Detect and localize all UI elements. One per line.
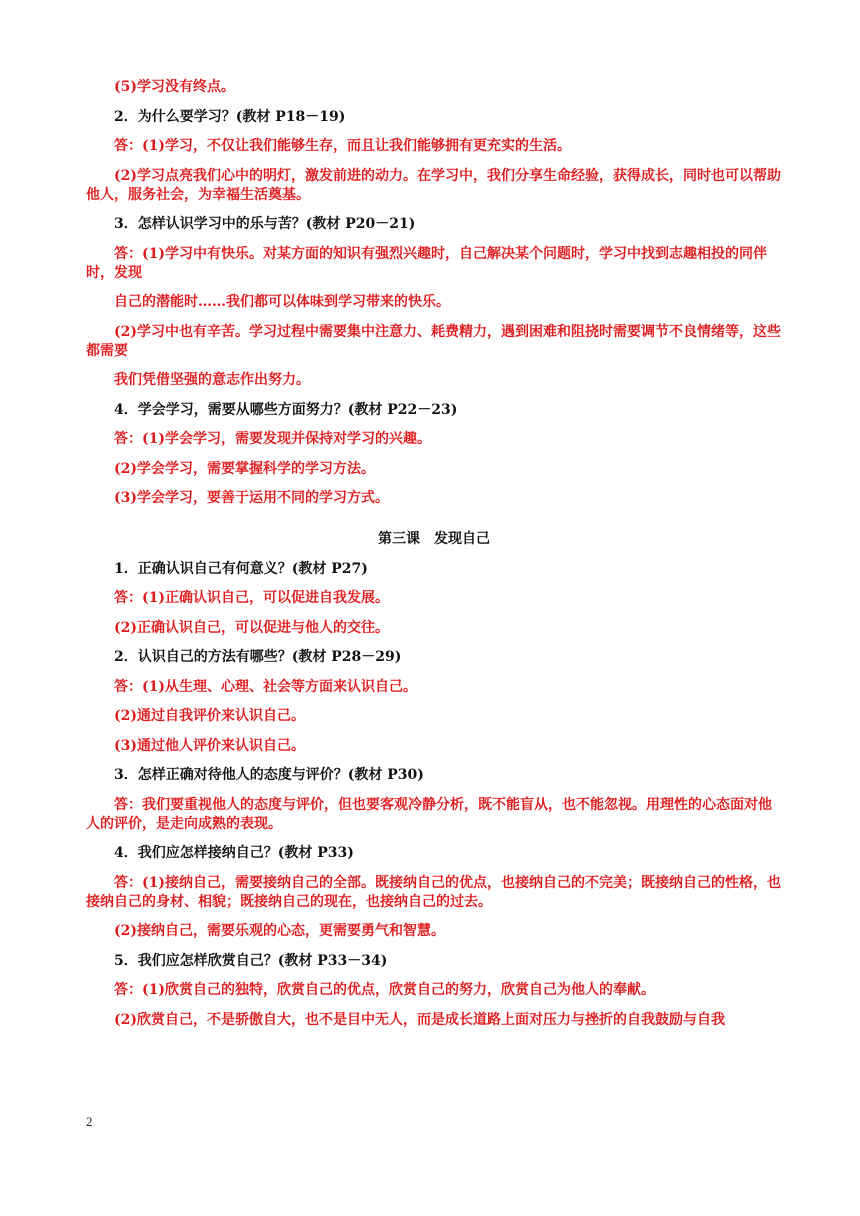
question-line: 3．怎样认识学习中的乐与苦？(教材 P20－21) xyxy=(114,216,416,232)
answer-line: 答：(1)从生理、心理、社会等方面来认识自己。 xyxy=(114,678,417,695)
answer-line: (2)学会学习，需要掌握科学的学习方法。 xyxy=(114,460,375,477)
document-body xyxy=(86,78,782,1040)
question-line: 2．为什么要学习？(教材 P18－19) xyxy=(114,108,346,125)
question-line: 3．怎样正确对待他人的态度与评价？(教材 P30) xyxy=(114,767,424,783)
question-line: 1．正确认识自己有何意义？(教材 P27) xyxy=(114,560,368,577)
question-line: 5．我们应怎样欣赏自己？(教材 P33－34) xyxy=(114,952,388,969)
answer-line: 答：(1)学习中有快乐。对某方面的知识有强烈兴趣时，自己解决某个问题时，学习中找到志趣相投的同伴时，发现 xyxy=(86,245,767,281)
answer-line: (3)学会学习，要善于运用不同的学习方式。 xyxy=(114,490,389,506)
answer-line: (2)通过自我评价来认识自己。 xyxy=(114,708,305,724)
page-number: 2 xyxy=(86,1114,93,1129)
question-line: 2．认识自己的方法有哪些？(教材 P28－29) xyxy=(114,649,402,665)
answer-line: 自己的潜能时……我们都可以体味到学习带来的快乐。 xyxy=(114,294,450,310)
answer-line: 答：(1)欣赏自己的独特，欣赏自己的优点，欣赏自己的努力，欣赏自己为他人的奉献。 xyxy=(114,982,655,998)
answer-line: 答：(1)正确认识自己，可以促进自我发展。 xyxy=(114,590,389,606)
answer-line: 答：(1)接纳自己，需要接纳自己的全部。既接纳自己的优点，也接纳自己的不完美；既接纳自己的性格，也接纳自己的身材、相貌；既接纳自己的现在，也接纳自己的过去。 xyxy=(86,874,781,910)
question-line: 4．学会学习，需要从哪些方面努力？(教材 P22－23) xyxy=(114,401,458,418)
answer-line: (2)接纳自己，需要乐观的心态，更需要勇气和智慧。 xyxy=(114,923,445,939)
answer-line: 答：我们要重视他人的态度与评价，但也要客观冷静分析，既不能盲从，也不能忽视。用理性的心态面对他人的评价，是走向成熟的表现。 xyxy=(86,796,772,832)
answer-line: 答：(1)学会学习，需要发现并保持对学习的兴趣。 xyxy=(114,431,431,447)
answer-line: (2)学习中也有辛苦。学习过程中需要集中注意力、耗费精力，遇到困难和阻挠时需要调节不良情绪等，这些都需要 xyxy=(86,323,781,359)
section-title: 第三课 发现自己 xyxy=(378,531,490,547)
answer-line: (2)欣赏自己，不是骄傲自大，也不是目中无人，而是成长道路上面对压力与挫折的自我鼓励与自我 xyxy=(114,1011,725,1028)
answer-line: (5)学习没有终点。 xyxy=(114,79,235,95)
answer-line: (2)正确认识自己，可以促进与他人的交往。 xyxy=(114,619,389,636)
answer-line: 我们凭借坚强的意志作出努力。 xyxy=(114,372,310,388)
question-line: 4．我们应怎样接纳自己？(教材 P33) xyxy=(114,845,354,861)
answer-line: (2)学习点亮我们心中的明灯，激发前进的动力。在学习中，我们分享生命经验，获得成长，同时也可以帮助他人，服务社会，为幸福生活奠基。 xyxy=(86,167,781,203)
answer-line: 答：(1)学习，不仅让我们能够生存，而且让我们能够拥有更充实的生活。 xyxy=(114,138,571,154)
answer-line: (3)通过他人评价来认识自己。 xyxy=(114,737,305,754)
